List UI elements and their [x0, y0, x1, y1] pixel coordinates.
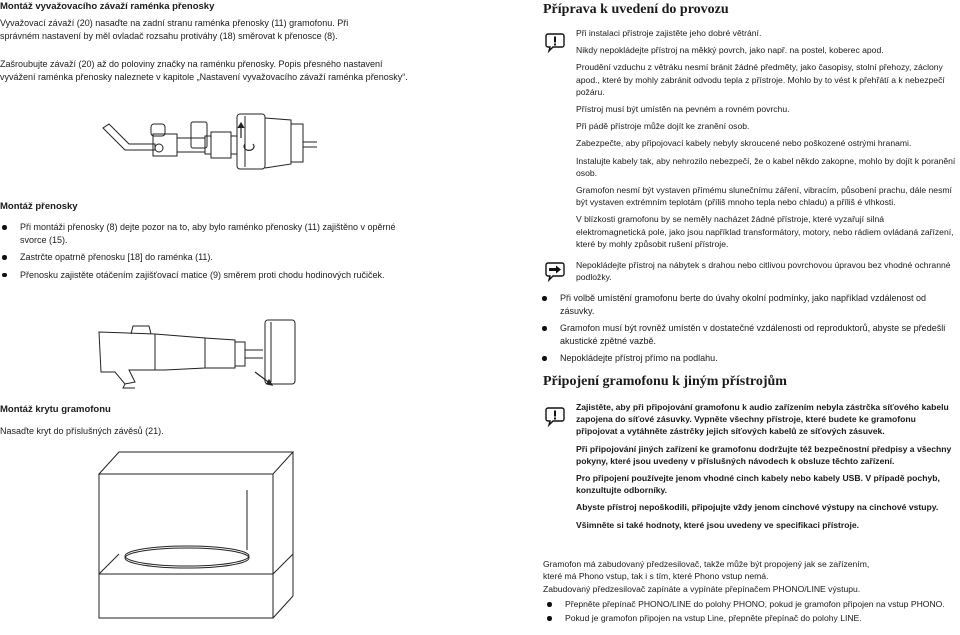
warning-item: Gramofon nesmí být vystaven přímému slunečnímu záření, vibracím, působení prachu, dále nesmí být vystaven extrémním teplotám (příliš mnoho tepla nebo chladu) a příliš é vlhkosti. [576, 185, 952, 208]
preamp-paragraph-1: Gramofon má zabudovaný předzesilovač, takže může být propojený jak se zařízením, které má Phono vstup, tak i s tím, které Phono vstup nemá. [543, 559, 870, 582]
note-arrow-icon [545, 262, 565, 282]
list-item: Pokud je gramofon připojen na vstup Line, přepněte přepínač do polohy LINE. [545, 612, 945, 624]
list-item: Nepokládejte přístroj přímo na podlahu. [540, 352, 960, 365]
cartridge-steps-list [0, 221, 420, 286]
warning-item: Při pádě přístroje může dojít ke zranění osob. [576, 121, 750, 132]
placement-bullets [540, 292, 960, 370]
cover-paragraph: Nasaďte kryt do příslušných závěsů (21). [0, 426, 164, 436]
warning-item: Zajistěte, aby při připojování gramofonu k audio zařízením nebyla zástrčka síťového kabelu zapojena do síťové zásuvky. Vypněte všechny přístroje, které budete ke gramofonu připojovat a vytáhněte zástrčky jejich síťových kabelů ze síťových zásuvek. [576, 402, 949, 437]
warning-item: Všimněte si také hodnoty, které jsou uvedeny ve specifikaci přístroje. [576, 519, 860, 530]
cartridge-figure [95, 312, 310, 392]
section-title-cover: Montáž krytu gramofonu [0, 404, 111, 415]
list-item: Gramofon musí být rovněž umístěn v dostatečné vzdálenosti od reproduktorů, abyste se předešli akustické zpětné vazbě. [540, 322, 960, 347]
section-title-connection: Připojení gramofonu k jiným přístrojům [543, 374, 787, 389]
placement-note: Nepokládejte přístroj na nábytek s drahou nebo citlivou povrchovou úpravou bez vhodné ochranné podložky. [576, 260, 951, 283]
preparation-warnings [576, 27, 956, 255]
warning-item: Abyste přístroj nepoškodili, připojujte vždy jenom cinchové výstupy na cinchové vstupy. [576, 502, 939, 513]
counterweight-paragraph-2: Zašroubujte závaží (20) až do poloviny značky na raménku přenosky. Popis přesného nastavení vyvážení raménka přenosky naleznete v kapitole „Nastavení vyvažovacího závaží raménka přenosky“. [0, 59, 408, 82]
counterweight-paragraph-1: Vyvažovací závaží (20) nasaďte na zadní stranu raménka přenosky (11) gramofonu. Při správném nastavení by měl ovladač rozsahu protiváhy (18) směrovat k přenosce (8). [0, 18, 349, 41]
list-item: Zastrčte opatrně přenosku [18] do raménka (11). [0, 251, 420, 264]
turntable-cover-figure [97, 450, 297, 628]
preamp-bullets [545, 598, 945, 624]
list-item: Přepněte přepínač PHONO/LINE do polohy PHONO, pokud je gramofon připojen na vstup PHONO. [545, 598, 945, 610]
section-title-cartridge: Montáž přenosky [0, 201, 78, 212]
section-title-counterweight: Montáž vyvažovacího závaží raménka přenosky [0, 1, 215, 12]
warning-icon [545, 407, 565, 427]
warning-item: Instalujte kabely tak, aby nehrozilo nebezpečí, že o kabel někdo zakopne, mohlo by dojít k poranění osob. [576, 155, 956, 178]
warning-item: Proudění vzduchu z větráku nesmí bránit žádné předměty, jako časopisy, stolní přehozy, záclony apod., které by mohly zabránit odvodu tepla z přístroje. Mohlo by to vést k přehřátí a k nebezpečí požáru. [576, 62, 945, 97]
list-item: Přenosku zajistěte otáčením zajišťovací matice (9) směrem proti chodu hodinových ručiček. [0, 269, 420, 282]
warning-item: Při připojování jiných zařízení ke gramofonu dodržujte též bezpečnostní předpisy a všechny pokyny, které jsou uvedeny v příslušných návodech k obsluze těchto zařízení. [576, 443, 952, 466]
warning-item: Nikdy nepokládejte přístroj na měkký povrch, jako např. na postel, koberec apod. [576, 45, 884, 56]
preamp-paragraph-2: Zabudovaný předzesilovač zapínáte a vypínáte přepínačem PHONO/LINE výstupu. [543, 584, 861, 594]
list-item: Při montáži přenosky (8) dejte pozor na to, aby bylo raménko přenosky (11) zajištěno v opěrné svorce (15). [0, 221, 420, 246]
list-item: Při volbě umístění gramofonu berte do úvahy okolní podmínky, jako například vzdálenost od zásuvky. [540, 292, 960, 317]
warning-item: Při instalaci přístroje zajistěte jeho dobré větrání. [576, 28, 762, 38]
warning-item: Přístroj musí být umístěn na pevném a rovném povrchu. [576, 104, 790, 115]
section-title-preparation: Příprava k uvedení do provozu [543, 2, 729, 17]
warning-icon [545, 33, 565, 53]
warning-item: V blízkosti gramofonu by se neměly nacházet žádné přístroje, které vyzařují silná elektromagnetická pole, jako jsou například transformátory, motory, nebo rádiem ovládaná zařízení, které by mohly způsobit rušení přístroje. [576, 214, 954, 249]
connection-warnings [576, 401, 958, 536]
warning-item: Pro připojení používejte jenom vhodné cinch kabely nebo kabely USB. V případě pochyb, konzultujte odborníky. [576, 473, 940, 496]
warning-item: Zabezpečte, aby připojovací kabely nebyly skroucené nebo poškozené ostrými hranami. [576, 138, 912, 149]
tonearm-counterweight-figure [95, 98, 330, 178]
